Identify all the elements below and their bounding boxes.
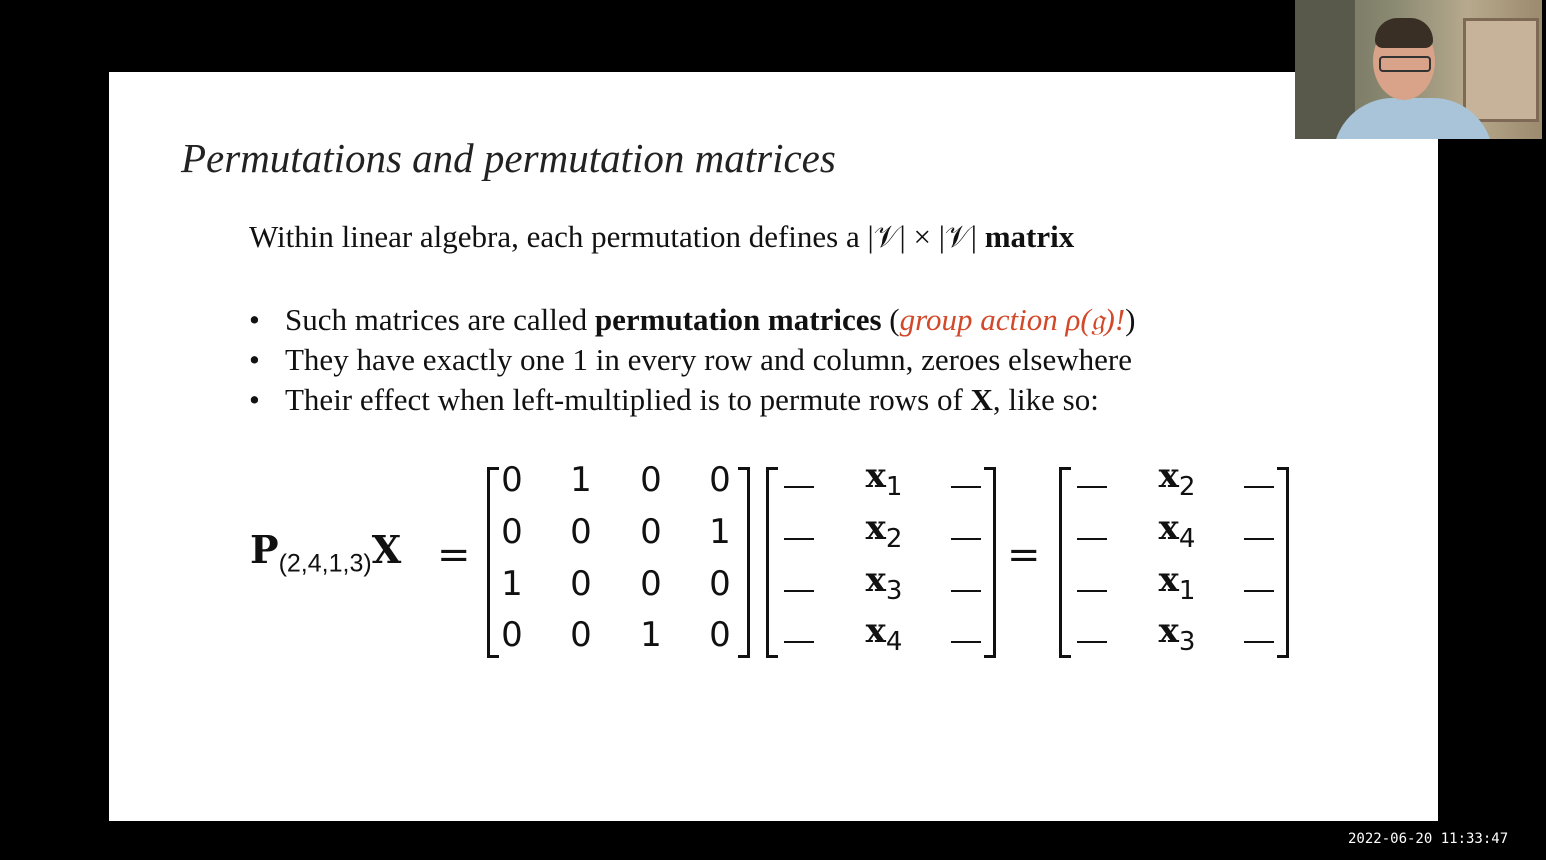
bullet-text: Such matrices are called	[285, 302, 595, 337]
output-row-vector	[1142, 611, 1212, 657]
bullet-post: )	[1125, 302, 1136, 337]
matrix-cell: 1	[570, 460, 592, 500]
matrix-cell: 0	[640, 564, 662, 604]
bullet-accent: group action ρ(𝔤)!	[899, 302, 1126, 337]
equals-sign: =	[1007, 532, 1041, 578]
vector-index: 3	[1178, 626, 1196, 657]
row-dash	[1244, 590, 1274, 592]
matrix-cell: 0	[709, 460, 731, 500]
vector-index: 2	[1178, 471, 1196, 502]
bullet-text: Their effect when left-multiplied is to permute rows of	[285, 382, 971, 417]
row-dash	[1244, 486, 1274, 488]
matrix-cell: 1	[709, 512, 731, 552]
row-dash	[951, 641, 981, 643]
vector-symbol: x	[1158, 508, 1179, 548]
bullet-text: They have exactly one 1 in every row and column, zeroes elsewhere	[285, 342, 1132, 377]
input-row-vector	[849, 508, 919, 554]
bullet-dot-icon: •	[249, 382, 260, 417]
intro-text: Within linear algebra, each permutation defines a |𝒱| × |𝒱|	[249, 219, 985, 254]
row-dash	[784, 590, 814, 592]
vector-index: 3	[885, 575, 903, 606]
equation-lhs	[250, 527, 401, 579]
permutation-equation	[109, 72, 1438, 821]
vector-symbol: x	[865, 611, 886, 651]
vector-symbol: x	[1158, 560, 1179, 600]
matrix-cell: 0	[709, 615, 731, 655]
output-bracket-left	[1059, 467, 1071, 658]
recording-timestamp: 2022-06-20 11:33:47	[1348, 831, 1509, 847]
lhs-symbol: P	[250, 527, 279, 572]
vector-symbol: x	[1158, 611, 1179, 651]
lhs-subscript: (2,4,1,3)	[278, 549, 372, 578]
bullet-bold: X	[970, 382, 993, 417]
row-dash	[1244, 538, 1274, 540]
presenter-hair	[1375, 18, 1433, 48]
output-row-vector	[1142, 560, 1212, 606]
row-dash	[1077, 538, 1107, 540]
matrix-cell: 0	[501, 460, 523, 500]
row-dash	[951, 590, 981, 592]
row-dash	[784, 486, 814, 488]
webcam-wall-art	[1463, 18, 1539, 122]
bullet-mid: , like so:	[992, 382, 1099, 417]
vector-index: 2	[885, 523, 903, 554]
matrix-cell: 0	[640, 460, 662, 500]
vector-index: 1	[885, 471, 903, 502]
vector-symbol: x	[1158, 456, 1179, 496]
vector-symbol: x	[865, 456, 886, 496]
intro-bold: matrix	[984, 219, 1075, 254]
matrix-cell: 0	[501, 512, 523, 552]
bullet-bold: permutation matrices	[594, 302, 882, 337]
presentation-slide	[109, 72, 1438, 821]
input-row-vector	[849, 456, 919, 502]
bullet-dot-icon: •	[249, 302, 260, 337]
matrix-cell: 0	[640, 512, 662, 552]
input-row-vector	[849, 560, 919, 606]
vector-symbol: x	[865, 560, 886, 600]
row-dash	[1077, 486, 1107, 488]
matrix-cell: 0	[570, 512, 592, 552]
input-row-vector	[849, 611, 919, 657]
vector-index: 4	[1178, 523, 1196, 554]
row-dash	[1244, 641, 1274, 643]
row-dash	[951, 486, 981, 488]
matrix-cell: 0	[501, 615, 523, 655]
presenter-glasses-icon	[1379, 56, 1431, 72]
row-dash	[784, 538, 814, 540]
webcam-background	[1295, 0, 1355, 139]
bullet-dot-icon: •	[249, 342, 260, 377]
slide-title: Permutations and permutation matrices	[181, 135, 836, 181]
bullet-mid: (	[881, 302, 900, 337]
vector-index: 1	[1178, 575, 1196, 606]
input-bracket-right	[984, 467, 996, 658]
input-bracket-left	[766, 467, 778, 658]
row-dash	[1077, 590, 1107, 592]
output-row-vector	[1142, 456, 1212, 502]
matrix-cell: 0	[570, 564, 592, 604]
output-row-vector	[1142, 508, 1212, 554]
vector-symbol: x	[865, 508, 886, 548]
matrix-cell: 0	[570, 615, 592, 655]
row-dash	[951, 538, 981, 540]
presenter-webcam	[1295, 0, 1542, 139]
vector-index: 4	[885, 626, 903, 657]
matrix-cell: 0	[709, 564, 731, 604]
equals-sign: =	[437, 532, 471, 578]
output-bracket-right	[1277, 467, 1289, 658]
lhs-matrix-x: X	[371, 527, 402, 572]
matrix-cell: 1	[501, 564, 523, 604]
row-dash	[784, 641, 814, 643]
matrix-cell: 1	[640, 615, 662, 655]
row-dash	[1077, 641, 1107, 643]
